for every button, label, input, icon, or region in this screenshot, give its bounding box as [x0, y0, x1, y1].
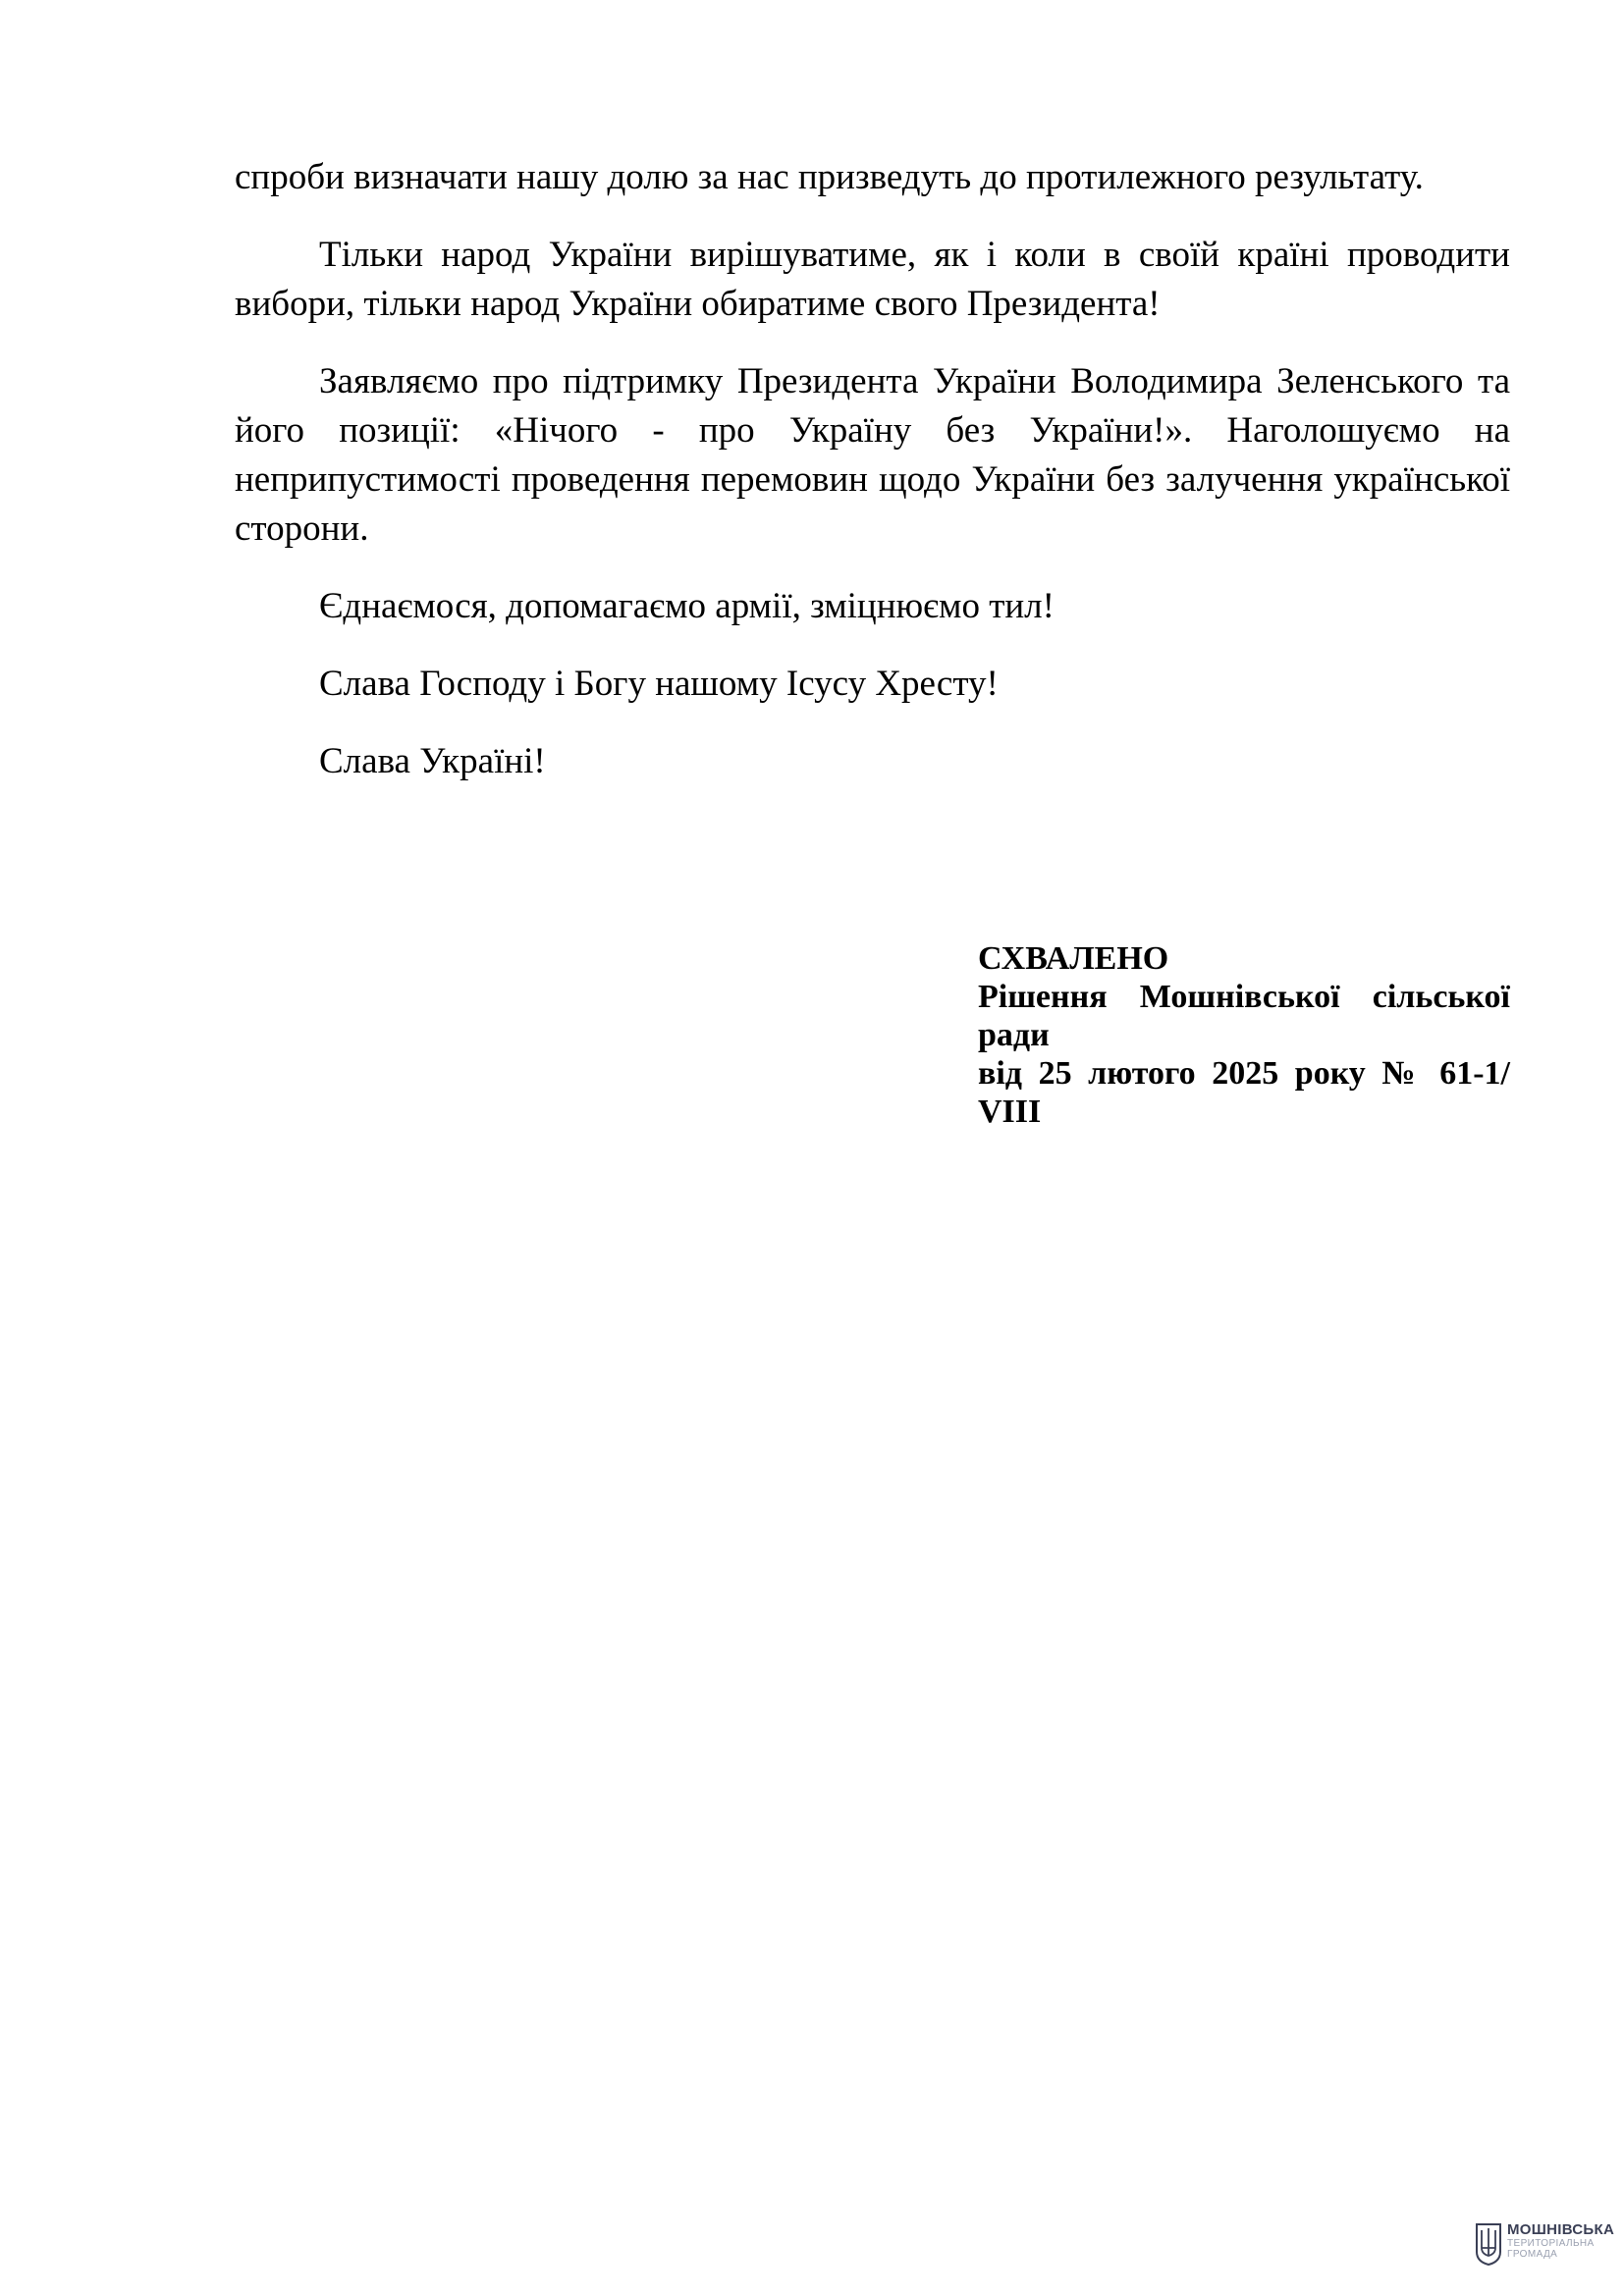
logo-subtitle-1: ТЕРИТОРІАЛЬНА: [1507, 2238, 1595, 2249]
logo-title: МОШНІВСЬКА: [1507, 2221, 1615, 2238]
approval-date-number-line: від 25 лютого 2025 року № 61-1/: [978, 1055, 1510, 1092]
trident-crest-icon: [1475, 2222, 1502, 2266]
paragraph-support-president: Заявляємо про підтримку Президента України Володимира Зеленського та його позиції: «Нічого - про Україну без України!». Наголошуємо на неприпустимості проведення перемовин щодо України без залучення української сторони.: [235, 361, 1510, 549]
approval-decision-line: Рішення Мошнівської сільської: [978, 979, 1510, 1015]
community-logo: [1475, 2222, 1614, 2271]
document-body: [235, 153, 1510, 815]
logo-subtitle-2: ГРОМАДА: [1507, 2249, 1558, 2260]
paragraph-glory-ukraine: Слава Україні!: [319, 741, 546, 781]
paragraph-elections: Тільки народ України вирішуватиме, як і коли в своїй країні проводити вибори, тільки народ України обиратиме свого Президента!: [235, 235, 1510, 324]
approval-title: СХВАЛЕНО: [978, 940, 1169, 977]
approval-block: [978, 939, 1510, 1131]
approval-council-line: ради: [978, 1017, 1050, 1053]
paragraph-continuation: спроби визначати нашу долю за нас призведуть до протилежного результату.: [235, 157, 1424, 197]
approval-convocation-line: VIII: [978, 1094, 1042, 1130]
paragraph-unite: Єднаємося, допомагаємо армії, зміцнюємо тил!: [319, 586, 1055, 626]
paragraph-glory-god: Слава Господу і Богу нашому Ісусу Хресту!: [319, 664, 999, 704]
